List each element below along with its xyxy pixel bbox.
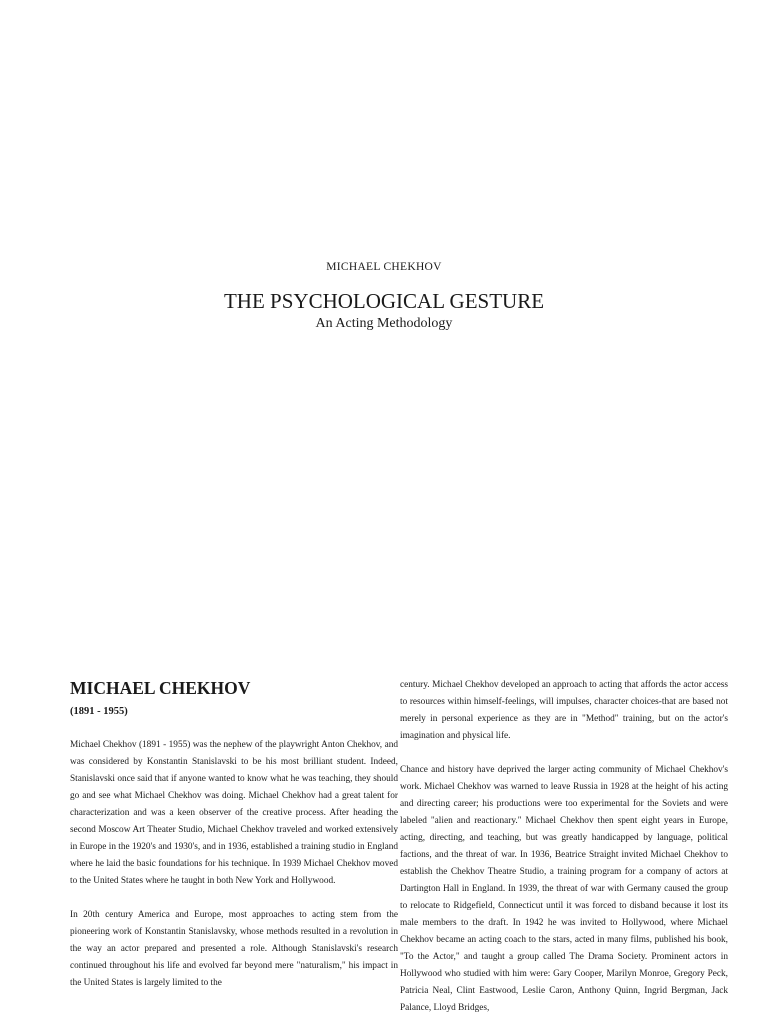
- cover-subtitle: An Acting Methodology: [315, 316, 453, 331]
- cover-author: MICHAEL CHEKHOV: [326, 261, 442, 273]
- body-paragraph: In 20th century America and Europe, most approaches to acting stem from the pioneering work of Konstantin Stanislavsky, whose methods resulted in a revolution in the way an actor prepared and presented a role. Although Stanislavski's research continued throughout his life and evolved far beyond mere "naturalism," his impact in the United States is largely limited to the: [70, 910, 398, 988]
- body-paragraph: Chance and history have deprived the larger acting community of Michael Chekhov's work. Michael Chekhov was warned to leave Russia in 1928 at the height of his acting and directing career; his productions were too experimental for the Soviets and were labeled "alien and reactionary." Michael Chekhov then spent eight years in Europe, acting, directing, and teaching, but was greatly handicapped by language, political factions, and the threat of war. In 1936, Beatrice Straight invited Michael Chekhov to establish the Chekhov Theatre Studio, a training program for a company of actors at Dartington Hall in England. In 1939, the threat of war with Germany caused the group to relocate to Ridgefield, Connecticut until it was forced to disband because it lost its male members to the draft. In 1942 he was invited to Hollywood, where Michael Chekhov became an acting coach to the stars, acted in many films, published his book, "To the Actor," and taught a group called The Drama Society. Prominent actors in Hollywood who studied with him were: Gary Cooper, Marilyn Monroe, Gregory Peck, Patricia Neal, Clint Eastwood, Leslie Caron, Anthony Quinn, Ingrid Bergman, Jack Palance, Lloyd Bridges,: [400, 765, 728, 1013]
- body-paragraph: century. Michael Chekhov developed an approach to acting that affords the actor access to resources within himself-feelings, will impulses, character choices-that are based not merely in personal experience as they are in "Method" training, but on the actor's imagination and physical life.: [400, 680, 728, 741]
- biography-left-column: [70, 676, 398, 1009]
- body-paragraph: Michael Chekhov (1891 - 1955) was the nephew of the playwright Anton Chekhov, and was considered by Konstantin Stanislavski to be his most brilliant student. Indeed, Stanislavski once said that if anyone wanted to know what he was teaching, they should go and see what Michael Chekhov was doing. Michael Chekhov had a great talent for characterization and was a keen observer of the creative process. After heading the second Moscow Art Theater Studio, Michael Chekhov traveled and worked extensively in Europe in the 1920's and 1930's, and in 1936, established a training studio in England where he laid the basic foundations for his technique. In 1939 Michael Chekhov moved to the United States where he taught in both New York and Hollywood.: [70, 740, 398, 886]
- biography-right-column: [400, 677, 728, 1034]
- section-dates: (1891 - 1955): [70, 706, 128, 717]
- section-heading: MICHAEL CHEKHOV: [70, 678, 251, 698]
- cover-title: THE PSYCHOLOGICAL GESTURE: [223, 289, 545, 313]
